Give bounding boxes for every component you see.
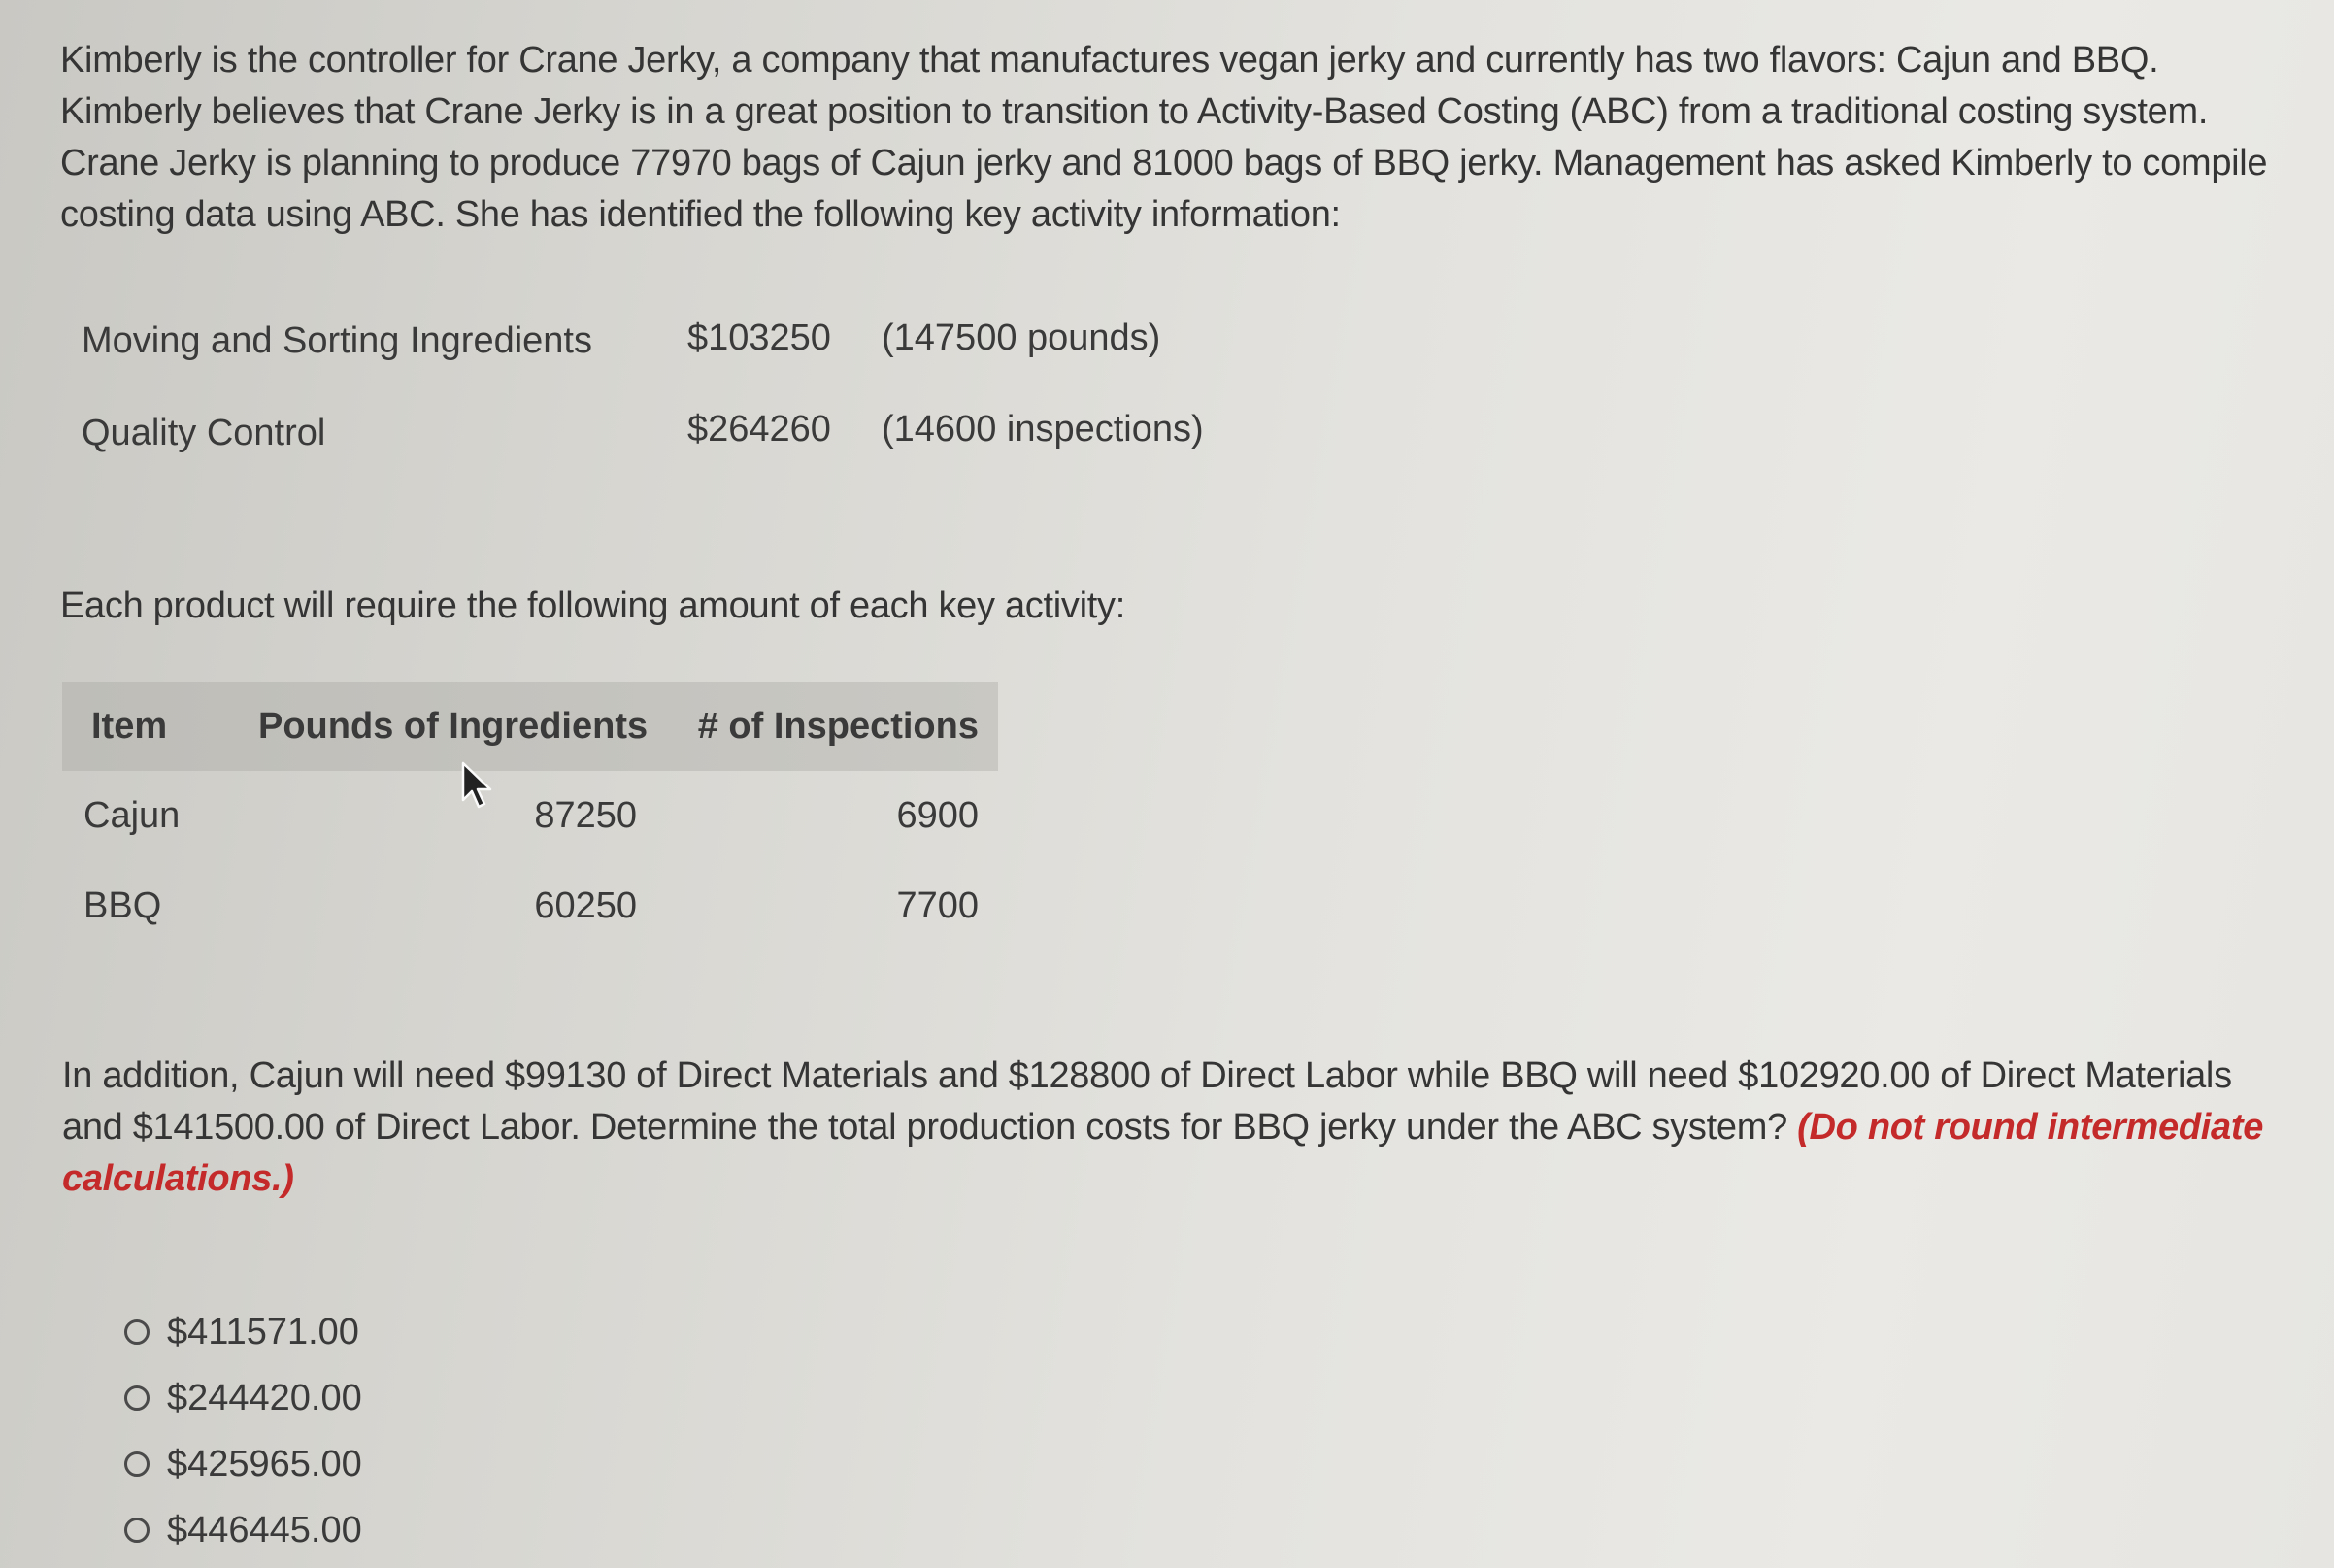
row-pounds: 60250 [534, 885, 637, 926]
row-inspections: 7700 [896, 885, 979, 926]
answer-option-label: $411571.00 [167, 1311, 359, 1352]
radio-button[interactable] [124, 1385, 150, 1411]
answer-option[interactable] [124, 1431, 362, 1497]
header-pounds: Pounds of Ingredients [258, 706, 649, 747]
radio-button[interactable] [124, 1319, 150, 1345]
activity-cost-driver: (147500 pounds) [882, 317, 1161, 358]
activity-requirement-intro: Each product will require the following amount of each key activity: [60, 585, 1125, 626]
header-item: Item [91, 706, 168, 747]
row-inspections: 6900 [896, 795, 979, 836]
header-inspections: # of Inspections [697, 706, 979, 747]
activity-cost-amount: $264260 [687, 409, 831, 450]
cursor-arrow-icon [460, 761, 495, 810]
answer-option[interactable] [124, 1299, 362, 1365]
activity-cost-driver: (14600 inspections) [882, 409, 1204, 450]
answer-option-label: $425965.00 [167, 1443, 362, 1485]
row-item: BBQ [83, 885, 162, 926]
question-addition [62, 1051, 2276, 1205]
row-pounds: 87250 [534, 795, 637, 836]
activity-table [62, 682, 998, 951]
answer-options [124, 1299, 362, 1563]
activity-cost-label: Moving and Sorting Ingredients [82, 320, 592, 361]
table-row [62, 771, 998, 861]
question-intro: Kimberly is the controller for Crane Jerky, a company that manufactures vegan jerky and currently has two flavors: Cajun and BBQ. Kimberly believes that Crane Jerky is in a great position to transition to Activity-Based Costing (ABC) from a traditional costing system. Crane Jerky is planning to produce 77970 bags of Cajun jerky and 81000 bags of BBQ jerky. Management has asked Kimberly to compile costing data using ABC. She has identified the following key activity information: [60, 40, 2268, 235]
activity-cost-label: Quality Control [82, 413, 326, 453]
table-header-row [62, 682, 998, 771]
question-addition-text: In addition, Cajun will need $99130 of Direct Materials and $128800 of Direct Labor while BBQ will need $102920.00 of Direct Materials and $141500.00 of Direct Labor. Determine the total production costs for BBQ jerky under the ABC system? [62, 1055, 2232, 1148]
answer-option-label: $244420.00 [167, 1377, 362, 1418]
answer-option[interactable] [124, 1497, 362, 1563]
radio-button[interactable] [124, 1451, 150, 1477]
table-row [62, 861, 998, 951]
rounding-note: (Do not round intermediate calculations.) [62, 1107, 2264, 1199]
row-item: Cajun [83, 795, 181, 836]
answer-option[interactable] [124, 1365, 362, 1431]
activity-cost-amount: $103250 [687, 317, 831, 358]
answer-option-label: $446445.00 [167, 1509, 362, 1551]
radio-button[interactable] [124, 1518, 150, 1543]
